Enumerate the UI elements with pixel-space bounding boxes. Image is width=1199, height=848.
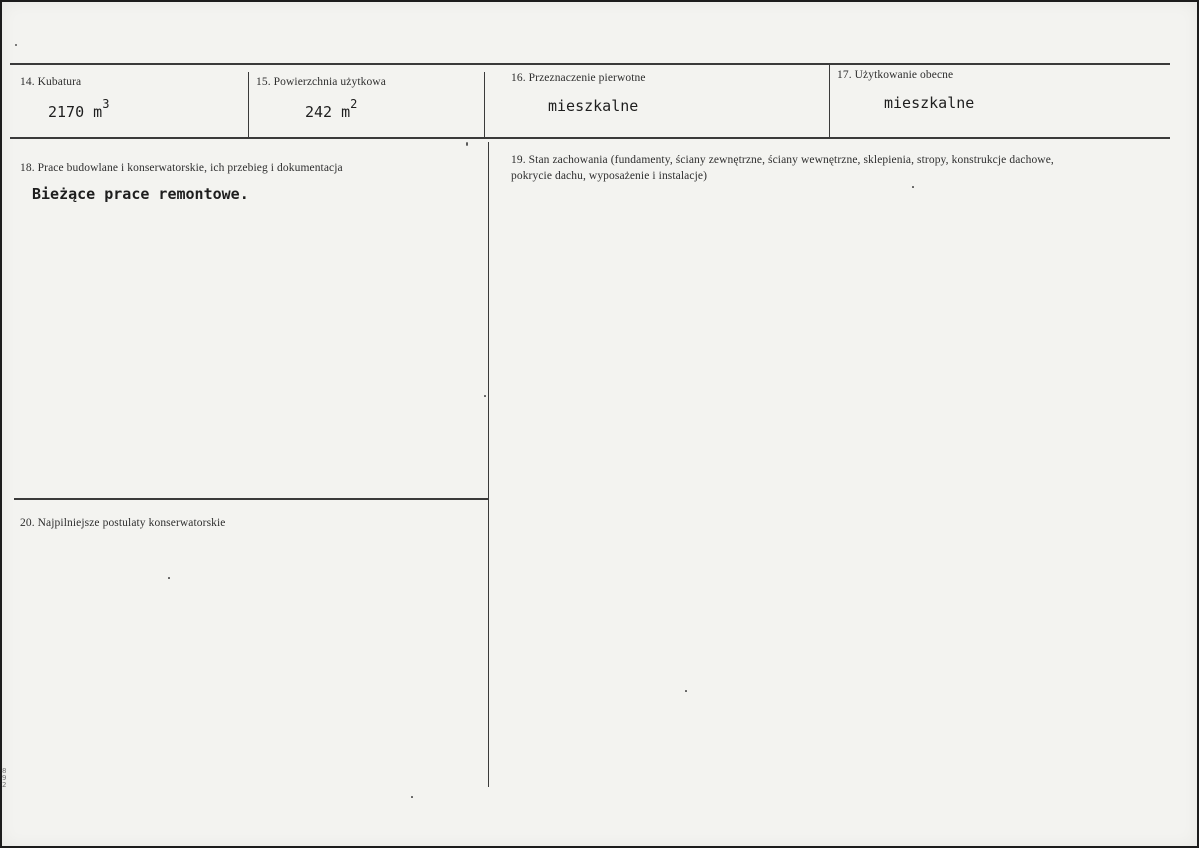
scan-speck	[685, 690, 687, 692]
field-14-exponent: 3	[102, 97, 110, 111]
margin-mark: 8 9 2	[2, 767, 7, 789]
scan-speck	[411, 796, 413, 798]
field-15-value	[305, 97, 358, 121]
field-18-value: Bieżące prace remontowe.	[32, 185, 249, 203]
field-18-label: 18. Prace budowlane i konserwatorskie, ich przebieg i dokumentacja	[20, 162, 343, 174]
scan-speck	[168, 577, 170, 579]
field-17-value: mieszkalne	[884, 94, 975, 112]
field-19-label: 19. Stan zachowania (fundamenty, ściany zewnętrzne, ściany wewnętrzne, sklepienia, stropy, konstrukcje dachowe, pokrycie dachu, wyposażenie i instalacje)	[511, 154, 1054, 182]
rule-top	[10, 63, 1170, 65]
rule-mid	[10, 137, 1170, 139]
scan-speck	[466, 142, 468, 146]
scan-speck	[912, 186, 914, 188]
field-16-value: mieszkalne	[548, 97, 639, 115]
field-15-label: 15. Powierzchnia użytkowa	[256, 76, 386, 88]
field-14-value	[48, 97, 110, 121]
field-14-number: 2170 m	[48, 103, 103, 121]
divider-16-17	[829, 64, 830, 138]
field-17-label: 17. Użytkowanie obecne	[837, 69, 954, 81]
divider-15-16	[484, 72, 485, 138]
divider-main	[488, 142, 489, 787]
field-20-label: 20. Najpilniejsze postulaty konserwatorskie	[20, 517, 226, 529]
divider-14-15	[248, 72, 249, 138]
rule-section-20	[14, 498, 489, 500]
field-14-label: 14. Kubatura	[20, 76, 82, 88]
field-15-exponent: 2	[350, 97, 358, 111]
field-15-number: 242 m	[305, 103, 351, 121]
scan-speck	[15, 44, 17, 46]
scan-speck	[484, 395, 486, 397]
field-16-label: 16. Przeznaczenie pierwotne	[511, 72, 646, 84]
